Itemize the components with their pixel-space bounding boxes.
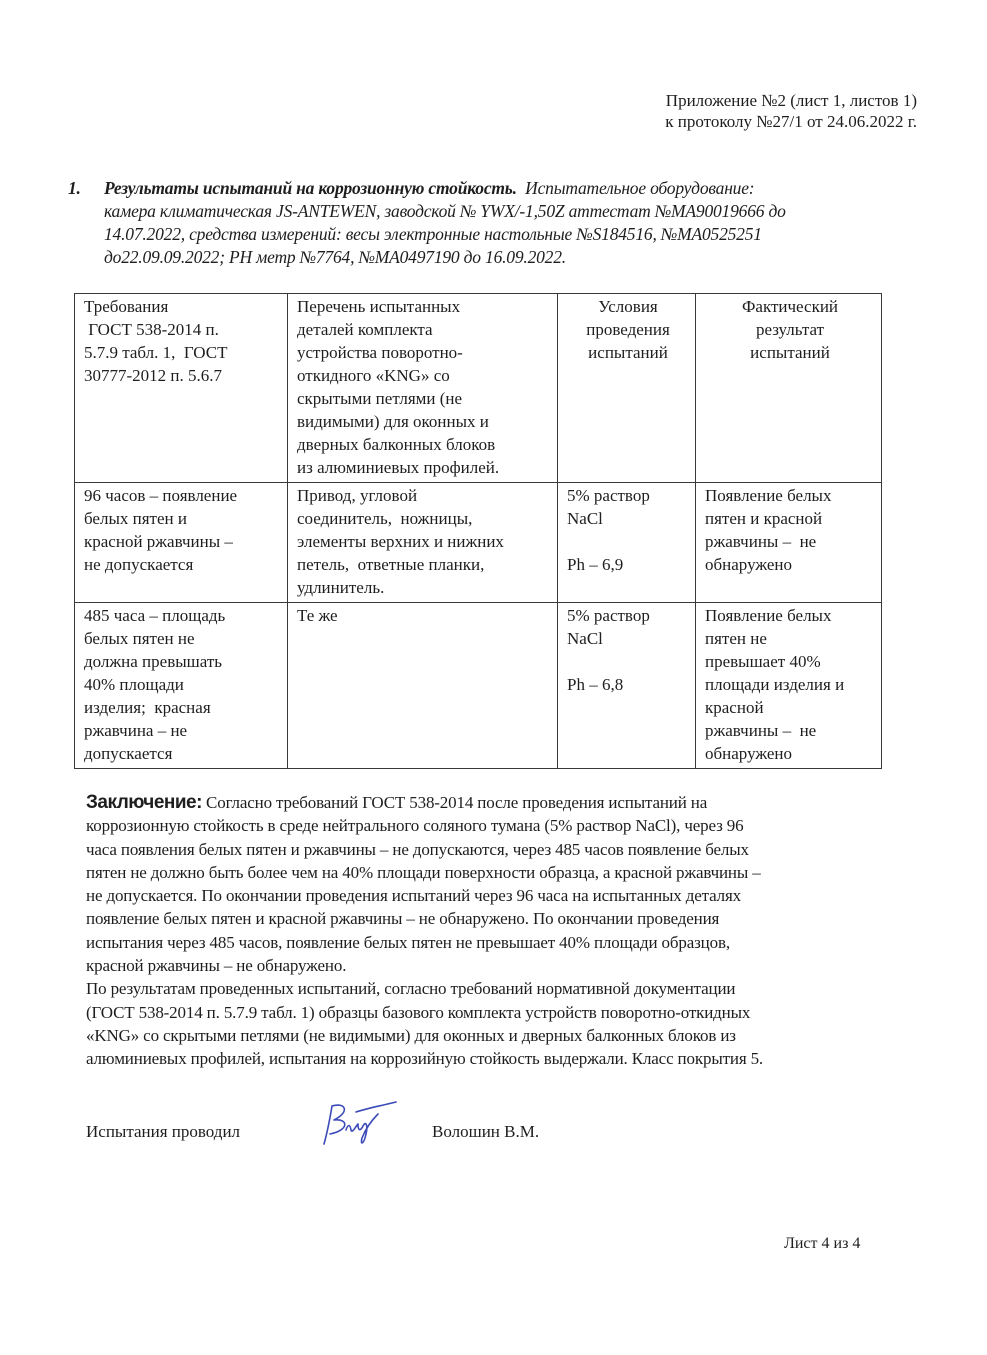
appendix-reference bbox=[665, 90, 917, 132]
cell-line: петель, ответные планки, bbox=[297, 555, 485, 574]
cell-line: из алюминиевых профилей. bbox=[297, 458, 500, 477]
cell-line: испытаний bbox=[750, 343, 830, 362]
cell-line: NaCl bbox=[567, 509, 603, 528]
cell-line: красной bbox=[705, 698, 764, 717]
cell-line: 5% раствор bbox=[567, 606, 650, 625]
cell-result bbox=[696, 483, 882, 603]
conclusion-line: По результатам проведенных испытаний, согласно требований нормативной документации bbox=[86, 979, 736, 999]
conclusion-line: пятен не должно быть более чем на 40% площади поверхности образца, а красной ржавчины – bbox=[86, 862, 761, 882]
cell-line: ржавчины – не bbox=[705, 721, 817, 740]
conclusion-line: (ГОСТ 538-2014 п. 5.7.9 табл. 1) образцы базового комплекта устройств поворотно-откидных bbox=[86, 1002, 751, 1022]
header-requirements bbox=[75, 294, 288, 483]
appendix-line-2: к протоколу №27/1 от 24.06.2022 г. bbox=[665, 112, 917, 131]
cell-parts bbox=[288, 483, 558, 603]
header-actual-result bbox=[696, 294, 882, 483]
cell-spacer bbox=[567, 650, 689, 673]
table-row bbox=[75, 483, 882, 603]
tester-label: Испытания проводил bbox=[86, 1122, 241, 1141]
cell-line: деталей комплекта bbox=[297, 320, 433, 339]
conclusion-label: Заключение: bbox=[86, 792, 202, 813]
cell-line: ГОСТ 538-2014 п. bbox=[84, 320, 219, 339]
cell-line: откидного «KNG» со bbox=[297, 366, 450, 385]
cell-line: испытаний bbox=[588, 343, 668, 362]
cell-line: скрытыми петлями (не bbox=[297, 389, 463, 408]
conclusion-line: появление белых пятен и красной ржавчины – не обнаружено. По окончании проведения bbox=[86, 909, 720, 929]
cell-line: должна превышать bbox=[84, 652, 223, 671]
cell-line: Те же bbox=[297, 606, 338, 625]
cell-line: пятен не bbox=[705, 629, 767, 648]
cell-line: Появление белых bbox=[705, 486, 832, 505]
cell-line: 30777-2012 п. 5.6.7 bbox=[84, 366, 223, 385]
cell-spacer bbox=[567, 530, 689, 553]
cell-line: видимыми) для оконных и bbox=[297, 412, 489, 431]
cell-line: пятен и красной bbox=[705, 509, 823, 528]
cell-line: 96 часов – появление bbox=[84, 486, 238, 505]
cell-parts bbox=[288, 603, 558, 769]
section-title: Результаты испытаний на коррозионную стойкость. bbox=[104, 178, 517, 198]
equipment-label: Испытательное оборудование: bbox=[525, 178, 755, 198]
cell-line: Привод, угловой bbox=[297, 486, 418, 505]
cell-line: Требования bbox=[84, 297, 169, 316]
section-test-equipment bbox=[68, 177, 918, 269]
conclusion-block bbox=[86, 791, 916, 1071]
cell-line: изделия; красная bbox=[84, 698, 211, 717]
ph-value: Ph – 6,8 bbox=[567, 675, 624, 694]
cell-line: элементы верхних и нижних bbox=[297, 532, 504, 551]
cell-requirement bbox=[75, 483, 288, 603]
cell-line: белых пятен и bbox=[84, 509, 187, 528]
cell-line: превышает 40% bbox=[705, 652, 821, 671]
cell-line: ржавчины – не bbox=[705, 532, 817, 551]
cell-line: Появление белых bbox=[705, 606, 832, 625]
conclusion-line: красной ржавчины – не обнаружено. bbox=[86, 956, 347, 976]
handwritten-signature-icon bbox=[316, 1100, 406, 1150]
cell-requirement bbox=[75, 603, 288, 769]
equipment-line-3: 14.07.2022, средства измерений: весы электронные настольные №S184516, №MA0525251 bbox=[104, 224, 762, 244]
cell-line: 5.7.9 табл. 1, ГОСТ bbox=[84, 343, 228, 362]
cell-conditions bbox=[558, 603, 696, 769]
header-parts-list bbox=[288, 294, 558, 483]
cell-line: удлинитель. bbox=[297, 578, 385, 597]
cell-line: обнаружено bbox=[705, 744, 793, 763]
cell-line: красной ржавчины – bbox=[84, 532, 233, 551]
cell-line: 40% площади bbox=[84, 675, 184, 694]
section-number: 1. bbox=[68, 178, 81, 198]
conclusion-line: «KNG» со скрытыми петлями (не видимыми) для оконных и дверных балконных блоков из bbox=[86, 1025, 736, 1045]
cell-conditions bbox=[558, 483, 696, 603]
table-header-row bbox=[75, 294, 882, 483]
cell-line: 5% раствор bbox=[567, 486, 650, 505]
cell-line: допускается bbox=[84, 744, 173, 763]
tester-name: Волошин В.М. bbox=[432, 1122, 540, 1141]
conclusion-line: коррозионную стойкость в среде нейтрального соляного тумана (5% раствор NaCl), через 96 bbox=[86, 816, 744, 836]
cell-line: соединитель, ножницы, bbox=[297, 509, 473, 528]
cell-line: обнаружено bbox=[705, 555, 793, 574]
cell-line: проведения bbox=[586, 320, 670, 339]
header-conditions bbox=[558, 294, 696, 483]
cell-line: не допускается bbox=[84, 555, 194, 574]
cell-line: ржавчина – не bbox=[84, 721, 188, 740]
results-table bbox=[74, 293, 882, 769]
conclusion-line: алюминиевых профилей, испытания на коррозийную стойкость выдержали. Класс покрытия 5. bbox=[86, 1049, 764, 1069]
cell-result bbox=[696, 603, 882, 769]
conclusion-line: Согласно требований ГОСТ 538-2014 после проведения испытаний на bbox=[201, 793, 708, 812]
cell-line: площади изделия и bbox=[705, 675, 845, 694]
table-row bbox=[75, 603, 882, 769]
ph-value: Ph – 6,9 bbox=[567, 555, 624, 574]
equipment-line-2: камера климатическая JS-ANTEWEN, заводской № YWX/-1,50Z аттестат №MA90019666 до bbox=[104, 201, 786, 221]
cell-line: белых пятен не bbox=[84, 629, 195, 648]
cell-line: 485 часа – площадь bbox=[84, 606, 226, 625]
cell-line: устройства поворотно- bbox=[297, 343, 463, 362]
cell-line: результат bbox=[755, 320, 825, 339]
cell-line: Фактический bbox=[741, 297, 839, 316]
conclusion-line: не допускается. По окончании проведения испытаний через 96 часа на испытанных деталях bbox=[86, 886, 742, 906]
page-number: Лист 4 из 4 bbox=[784, 1235, 861, 1252]
cell-line: Условия bbox=[598, 297, 658, 316]
conclusion-line: часа появления белых пятен и ржавчины – не допускаются, через 485 часов появление белых bbox=[86, 839, 749, 859]
cell-line: дверных балконных блоков bbox=[297, 435, 496, 454]
cell-line: NaCl bbox=[567, 629, 603, 648]
conclusion-line: испытания через 485 часов, появление белых пятен не превышает 40% площади образцов, bbox=[86, 932, 730, 952]
equipment-line-4: до22.09.09.2022; PH метр №7764, №MA0497190 до 16.09.2022. bbox=[104, 247, 566, 267]
cell-line: Перечень испытанных bbox=[297, 297, 461, 316]
appendix-line-1: Приложение №2 (лист 1, листов 1) bbox=[665, 91, 917, 110]
